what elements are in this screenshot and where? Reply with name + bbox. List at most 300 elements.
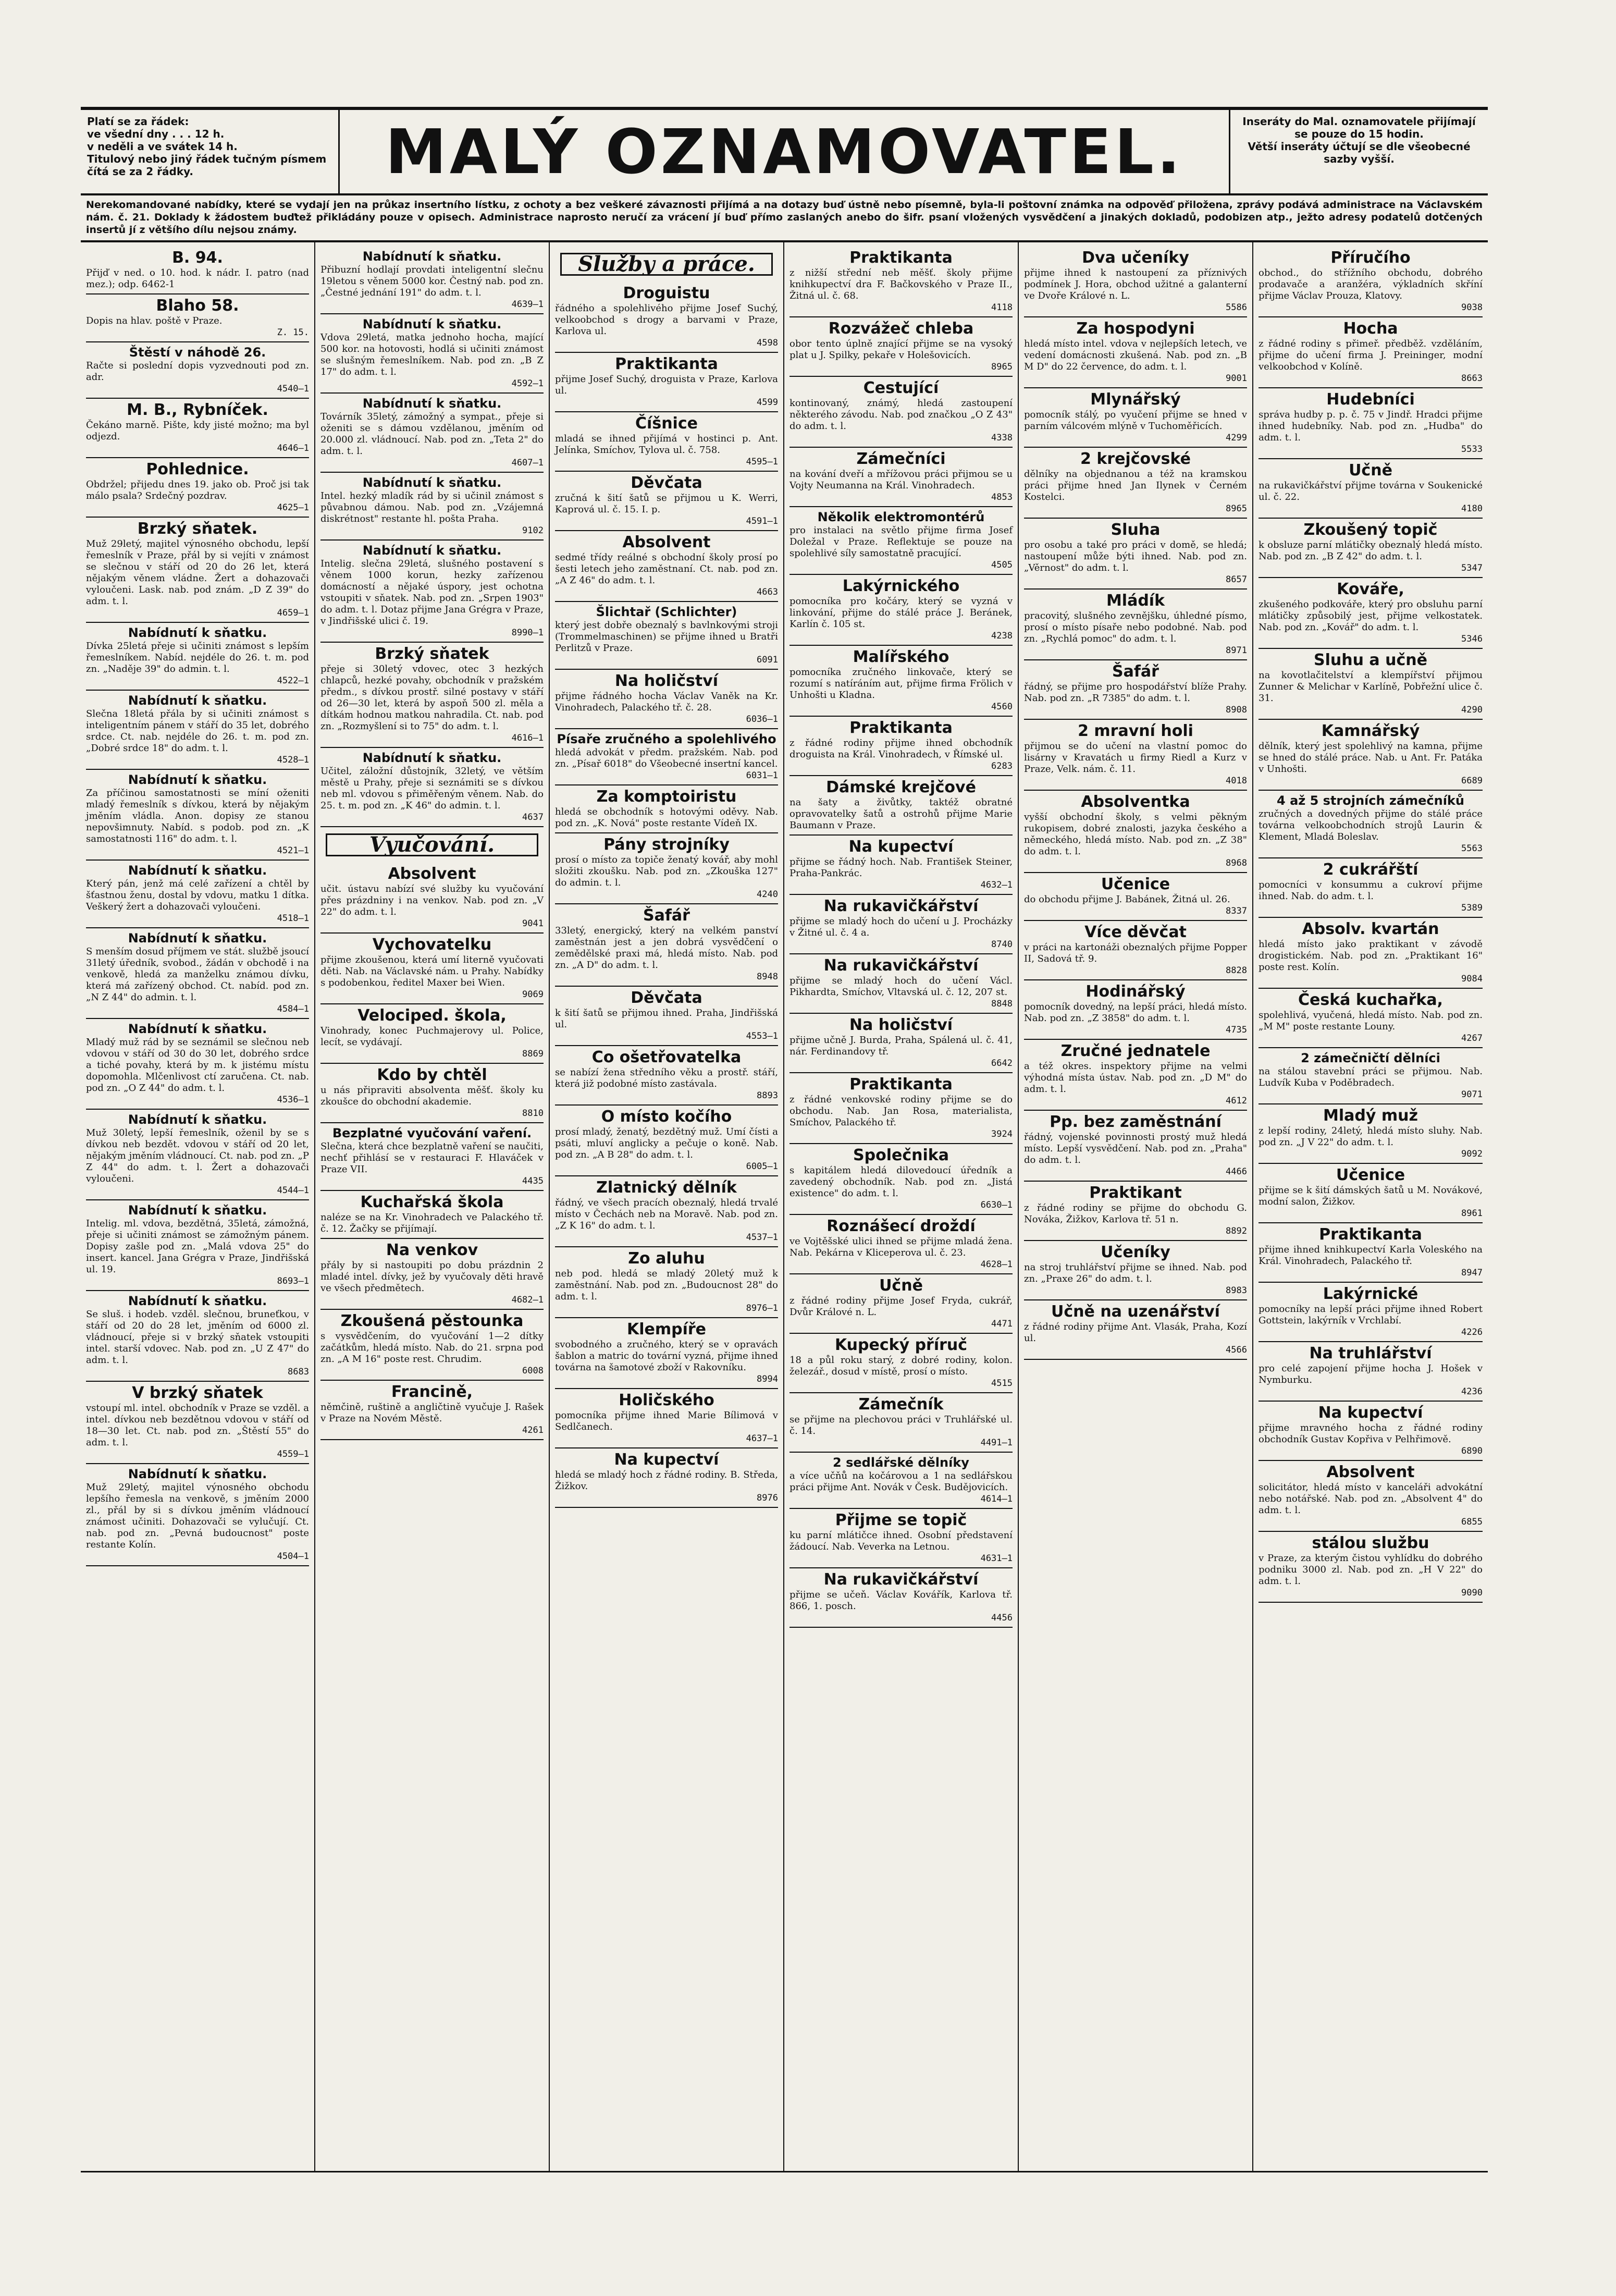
ad-heading: Pány strojníky bbox=[603, 836, 730, 854]
ad-text: z lepší rodiny, 24letý, hledá místo sluhy. Nab. pod zn. „J V 22" do adm. t. l. bbox=[1259, 1125, 1483, 1148]
ad-heading: Na holičství bbox=[849, 1016, 953, 1034]
ad-text: prosí mladý, ženatý, bezdětný muž. Umí čísti a psáti, mluví anglicky a pečuje o koně. Nab. pod zn. „A B 28" do adm. t. l. bbox=[555, 1126, 778, 1160]
ad-heading: Nabídnutí k sňatku. bbox=[128, 1112, 267, 1127]
ad-reference-number: 4466 bbox=[1226, 1167, 1247, 1177]
ad-reference-number: 4584—1 bbox=[277, 1004, 309, 1014]
ad-text: pomocníka pro kočáry, který se vyzná v linkování, přijme do stálé práce J. Beránek, Karlín č. 105 st. bbox=[790, 596, 1013, 630]
ad-reference-number: 9069 bbox=[522, 989, 544, 1000]
ad-reference-number: 4616—1 bbox=[511, 733, 544, 743]
ad-heading: Absolventka bbox=[1081, 793, 1190, 811]
ad-heading: Na truhlářství bbox=[1309, 1344, 1432, 1362]
ad-reference-number: 6630—1 bbox=[980, 1200, 1013, 1210]
column-3 bbox=[550, 242, 784, 2171]
ad-heading: Šafář bbox=[643, 906, 690, 925]
ad-heading: Nabídnutí k sňatku. bbox=[362, 396, 502, 411]
classified-ad bbox=[790, 247, 1013, 317]
classified-ad bbox=[86, 623, 309, 691]
classified-ad bbox=[1024, 921, 1247, 980]
classified-ad bbox=[1259, 918, 1483, 989]
ad-reference-number: 4637 bbox=[522, 812, 544, 822]
classified-ad bbox=[555, 602, 778, 670]
ad-text: přijme řádného hocha Václav Vaněk na Kr. Vinohradech, Palackého tř. č. 28. bbox=[555, 691, 778, 713]
ad-text: Za příčinou samostatnosti se míní oženiti mladý řemeslník s dívkou, která by nějakým jměním vládla. Anon. dopisy ze stanou nepovšimnuty. Nabíd. s podob. pod zn. „K samostatnosti 116" do adm. t. l. bbox=[86, 788, 309, 844]
ad-text: Muž 29letý, majitel výnosného obchodu, lepší řemeslník v Praze, přál by si vejíti v známost se slečnou v stáří od 20 do 26 let, která nějakým věnem vládne. Žert a dohazovači vyloučeni. Lask. nab. pod znám. „D Z 39" do adm. t. l. bbox=[86, 538, 309, 607]
classified-ad bbox=[790, 646, 1013, 717]
ad-text: mladá se ihned přijímá v hostinci p. Ant. Jelínka, Smíchov, Tylova ul. č. 758. bbox=[555, 433, 778, 456]
ad-heading: Absolv. kvartán bbox=[1302, 920, 1439, 938]
classified-ad bbox=[1259, 578, 1483, 649]
ad-heading: Děvčata bbox=[631, 474, 702, 492]
classified-ad bbox=[1259, 1104, 1483, 1164]
ad-heading: Droguistu bbox=[623, 284, 710, 302]
ad-text: Intel. hezký mladík rád by si učinil známost s půvabnou dámou. Nab. pod zn. „Vzájemná diskrétnost" restante hl. pošta Praha. bbox=[320, 490, 544, 524]
ad-reference-number: 4236 bbox=[1461, 1386, 1483, 1397]
ad-heading: Roznášecí droždí bbox=[826, 1217, 976, 1235]
classified-ad bbox=[1024, 980, 1247, 1040]
ad-reference-number: 4536—1 bbox=[277, 1095, 309, 1105]
classified-ad bbox=[320, 863, 544, 934]
ad-reference-number: 4607—1 bbox=[511, 458, 544, 468]
ad-reference-number: 8740 bbox=[991, 939, 1013, 950]
ad-heading: 4 až 5 strojních zámečníků bbox=[1277, 793, 1464, 808]
ad-reference-number: 4592—1 bbox=[511, 378, 544, 389]
ad-heading: Sluha bbox=[1111, 521, 1161, 539]
ad-reference-number: 8968 bbox=[1226, 858, 1247, 868]
classified-ad bbox=[1024, 388, 1247, 448]
ad-reference-number: 6036—1 bbox=[746, 714, 778, 725]
ad-heading: Kuchařská škola bbox=[360, 1193, 504, 1211]
ad-heading: Nabídnutí k sňatku. bbox=[128, 1022, 267, 1036]
classified-ad bbox=[790, 836, 1013, 895]
ad-heading: Blaho 58. bbox=[156, 297, 239, 315]
ad-heading: Učeníky bbox=[1101, 1243, 1170, 1261]
ad-heading: Praktikanta bbox=[849, 249, 953, 267]
ad-text: k šití šatů se přijmou ihned. Praha, Jindřišská ul. bbox=[555, 1008, 778, 1030]
ad-reference-number: 5563 bbox=[1461, 843, 1483, 854]
ad-heading: Zkoušená pěstounka bbox=[340, 1312, 524, 1330]
classified-ad bbox=[790, 377, 1013, 448]
classified-ad bbox=[790, 1453, 1013, 1509]
ad-reference-number: 8961 bbox=[1461, 1208, 1483, 1219]
ad-heading: Absolvent bbox=[1326, 1463, 1415, 1481]
ad-text: učit. ústavu nabízí své služby ku vyučování přes prázdniny i na venkov. Nab. pod zn. „V 22" do adm. t. l. bbox=[320, 883, 544, 917]
ad-text: přijmou se do učení na vlastní pomoc do lisárny v Kravatách u firmy Riedl a Kurz v Praze, Velk. nám. č. 11. bbox=[1024, 741, 1247, 775]
ad-text: Vdova 29letá, matka jednoho hocha, mající 500 kor. na hotovosti, hodlá si učiniti známost se slušným řemeslníkem. Nab. pod zn. „B Z 17" do adm. t. l. bbox=[320, 332, 544, 377]
deadline-line: Větší inseráty účtují se dle všeobecné sazby vyšší. bbox=[1248, 140, 1471, 165]
classified-ad bbox=[555, 1448, 778, 1508]
classified-ad bbox=[1259, 317, 1483, 388]
classified-ad bbox=[790, 1144, 1013, 1215]
ad-reference-number: 4853 bbox=[991, 492, 1013, 502]
ad-text: přijme se mladý hoch do učení Václ. Pikhardta, Smíchov, Vltavská ul. č. 12, 207 st. bbox=[790, 975, 1013, 998]
ad-text: přeje si 30letý vdovec, otec 3 hezkých chlapců, hezké povahy, obchodník v pražském předm., s dívkou prostř. silné postavy v stáří od 26—30 let, která by aspoň 500 zl. měla a dítkám hodnou matkou nahradila. Ct. nab. pod zn. „Rozmyšlení si to 75" do adm. t. l. bbox=[320, 664, 544, 732]
ad-heading: Co ošetřovatelka bbox=[591, 1048, 742, 1066]
classified-ad bbox=[555, 531, 778, 602]
ad-heading: Nabídnutí k sňatku. bbox=[362, 543, 502, 558]
classified-ad bbox=[555, 1389, 778, 1448]
classified-ad bbox=[790, 575, 1013, 646]
ad-text: ve Vojtěšské ulici ihned se přijme mladá žena. Nab. Pekárna v Kliceperova ul. č. 23. bbox=[790, 1236, 1013, 1258]
ad-reference-number: 4628—1 bbox=[980, 1259, 1013, 1270]
ad-text: v Praze, za kterým čistou vyhlídku do dobrého podniku 3000 zl. Nab. pod zn. „H V 22" do adm. t. l. bbox=[1259, 1553, 1483, 1587]
classified-ad bbox=[86, 770, 309, 861]
ad-text: na kovotlačitelství a klempířství přijmou Zunner & Melichar v Karlíně, Pobřežní ulice č. 31. bbox=[1259, 670, 1483, 704]
classified-ad bbox=[320, 394, 544, 473]
classified-ad bbox=[86, 247, 309, 294]
classified-ad bbox=[1259, 247, 1483, 317]
ad-heading: Učně na uzenářství bbox=[1051, 1303, 1220, 1321]
ad-text: S menším dosud příjmem ve stát. službě jsoucí 31letý úředník, svobod., žádán v obchodě i na venkově, hledá za manželku známou dívku, která má zařízený obchod. Ct. nabíd. pod zn. „N Z 44" do admin. t. l. bbox=[86, 946, 309, 1003]
ad-heading: Klempíře bbox=[626, 1320, 707, 1339]
ad-heading: Nabídnutí k sňatku. bbox=[128, 931, 267, 946]
ad-reference-number: 9092 bbox=[1461, 1149, 1483, 1159]
ad-heading: M. B., Rybníček. bbox=[127, 401, 268, 419]
classified-ad bbox=[1259, 791, 1483, 858]
ad-reference-number: 8948 bbox=[757, 972, 778, 982]
ad-heading: Na kupectví bbox=[848, 838, 954, 856]
classified-ad bbox=[1024, 448, 1247, 519]
ad-text: neb pod. hledá se mladý 20letý muž k zaměstnání. Nab. pod zn. „Budoucnost 28" do adm. t. l. bbox=[555, 1268, 778, 1302]
ad-heading: Nabídnutí k sňatku. bbox=[128, 625, 267, 640]
ad-reference-number: 4290 bbox=[1461, 705, 1483, 715]
classified-ad bbox=[1259, 1532, 1483, 1603]
ad-text: zkušeného podkováře, který pro obsluhu parní mlátičky způsobilý jest, přijme velkostatek. Nab. pod zn. „Kovář" do adm. t. l. bbox=[1259, 599, 1483, 633]
ad-reference-number: 5586 bbox=[1226, 302, 1247, 313]
classified-ad bbox=[1024, 1182, 1247, 1241]
ad-heading: Učenice bbox=[1336, 1166, 1405, 1184]
ad-heading: Nabídnutí k sňatku. bbox=[362, 751, 502, 765]
ad-reference-number: Z. 15. bbox=[277, 327, 309, 338]
ad-text: přijme zkoušenou, která umí literně vyučovati děti. Nab. na Václavské nám. u Prahy. Nabídky s podobenkou, ředitel Maxer bei Wien. bbox=[320, 954, 544, 988]
rates-box bbox=[81, 110, 340, 193]
ad-heading: Písaře zručného a spolehlivého bbox=[557, 732, 776, 746]
ad-text: na rukavičkářství přijme továrna v Soukenické ul. č. 22. bbox=[1259, 480, 1483, 502]
classified-ad bbox=[555, 904, 778, 987]
ad-text: pomocník stálý, po vyučení přijme se hned v parním válcovém mlýně v Tuchoměřicích. bbox=[1024, 409, 1247, 432]
ad-text: Který pán, jenž má celé zařízení a chtěl by šťastnou ženu, dostal by vdovu, matku 1 dítka. Veškerý žert a dohazovači vyloučeni. bbox=[86, 878, 309, 912]
ad-reference-number: 6642 bbox=[991, 1058, 1013, 1069]
ad-heading: Příručího bbox=[1330, 249, 1411, 267]
classified-ad bbox=[555, 833, 778, 904]
classified-ad bbox=[320, 1004, 544, 1064]
classified-ad bbox=[320, 541, 544, 643]
ad-reference-number: 4537—1 bbox=[746, 1232, 778, 1243]
ad-text: přijme se k šití dámských šatů u M. Novákové, modní salon, Žižkov. bbox=[1259, 1185, 1483, 1207]
classified-ad bbox=[790, 507, 1013, 575]
classified-ad bbox=[320, 247, 544, 314]
ad-reference-number: 6283 bbox=[991, 761, 1013, 771]
ad-reference-number: 9084 bbox=[1461, 974, 1483, 984]
ad-text: z nižší střední neb měšť. školy přijme knihkupectví dra F. Bačkovského v Praze II., Žitná ul. č. 68. bbox=[790, 267, 1013, 301]
ad-heading: Sluhu a učně bbox=[1314, 651, 1427, 669]
classified-ad bbox=[320, 1064, 544, 1123]
ad-text: vstoupí ml. intel. obchodník v Praze se vzděl. a intel. dívkou neb bezdětnou vdovou v stáří od 18—30 let. Ct. nab. pod zn. „Štěstí 55" do adm. t. l. bbox=[86, 1403, 309, 1448]
page-title: MALÝ OZNAMOVATEL. bbox=[385, 116, 1183, 188]
ad-text: z řádné rodiny s přimeř. předběž. vzděláním, přijme do učení firma J. Preininger, modní velkoobchod v Kolíně. bbox=[1259, 338, 1483, 372]
ad-reference-number: 8693—1 bbox=[277, 1276, 309, 1286]
ad-text: solicitátor, hledá místo v kanceláři advokátní nebo notářské. Nab. pod zn. „Absolvent 4" do adm. t. l. bbox=[1259, 1482, 1483, 1516]
ad-text: pomocníky na lepší práci přijme ihned Robert Gottstein, lakýrník v Vrchlabí. bbox=[1259, 1304, 1483, 1326]
ad-heading: B. 94. bbox=[172, 249, 223, 267]
administration-notice: Nerekomandované nabídky, které se vydají jen na průkaz insertního lístku, z ochoty a bez veškeré závaznosti přijímá a na dotazy buď ústně nebo písemně, byla-li poštovní známka na odpověď přiložena, zprávy podává administrace na Václavském nám. č. 21. Doklady k žádostem buďtež přikládány pouze v opisech. Administrace naprosto neručí za vrácení jí buď přímo zaslaných anebo do šifr. psaní vložených vysvědčení a jinakých dokladů, podobizen atp., ježto adresy podatelů dotčených insertů jí z většího dílu nejsou známy. bbox=[81, 195, 1488, 242]
ad-text: přály by si nastoupiti po dobu prázdnin 2 mladé intel. dívky, jež by vyučovaly děti hravě ve všech předmětech. bbox=[320, 1260, 544, 1294]
ad-heading: Bezplatné vyučování vaření. bbox=[332, 1126, 532, 1140]
ad-text: kontinovaný, známý, hledá zastoupení některého závodu. Nab. pod značkou „O Z 43" do adm. t. l. bbox=[790, 398, 1013, 432]
classified-ad bbox=[790, 448, 1013, 507]
ad-heading: Na rukavičkářství bbox=[823, 956, 979, 975]
classified-ad bbox=[1259, 1164, 1483, 1223]
ad-text: Intelig. ml. vdova, bezdětná, 35letá, zámožná, přeje si učiniti známost se zámožným pánem. Dopisy zašle pod zn. „Malá vdova 25" do insert. kancel. Jana Grégra v Praze, Jindřišská ul. 19. bbox=[86, 1218, 309, 1275]
ad-text: Muž 29letý, majitel výnosného obchodu lepšího řemesla na venkově, s jměním 2000 zl., přál by si s dívkou jměním vládnoucí známost učiniti. Dohazovači se vylučují. Ct. nab. pod zn. „Pevná budoucnost" poste restante Kolín. bbox=[86, 1482, 309, 1550]
ad-reference-number: 8892 bbox=[1226, 1226, 1247, 1236]
classified-ad bbox=[86, 518, 309, 623]
ad-reference-number: 6005—1 bbox=[746, 1161, 778, 1172]
ad-text: Dopis na hlav. poště v Praze. bbox=[86, 315, 223, 326]
ad-columns bbox=[81, 242, 1488, 2172]
ad-text: obor tento úplně znající přijme se na vysoký plat u J. Spilky, pekaře v Holešovicích. bbox=[790, 338, 1013, 361]
ad-text: z řádné rodiny se přijme do obchodu G. Nováka, Žižkov, Karlova tř. 51 n. bbox=[1024, 1202, 1247, 1225]
ad-reference-number: 8976—1 bbox=[746, 1303, 778, 1313]
ad-text: pomocníci v konsummu a cukroví přijme ihned. Nab. do adm. t. l. bbox=[1259, 879, 1483, 902]
ad-text: který jest dobře obeznalý s bavlnkovými stroji (Trommelmaschinen) se přijme ihned u Bratři Perlitzů v Praze. bbox=[555, 620, 778, 654]
ad-text: Se sluš. i hodeb. vzděl. slečnou, bruneťkou, v stáří od 20 do 28 let, jměním od 6000 zl. vládnoucí, přeje si v brzký sňatek vstoupiti intel. starší vdovec. Nab. pod zn. „U Z 47" do adm. t. l. bbox=[86, 1309, 309, 1366]
classified-ad bbox=[1259, 1283, 1483, 1342]
classified-ad bbox=[555, 987, 778, 1046]
ad-reference-number: 8983 bbox=[1226, 1285, 1247, 1296]
ad-text: prosí o místo za topiče ženatý kovář, aby mohl složiti zkoušku. Nab. pod zn. „Zkouška 127" do admin. t. l. bbox=[555, 854, 778, 888]
ad-text: naléze se na Kr. Vinohradech ve Palackého tř. č. 12. Žačky se přijímají. bbox=[320, 1212, 544, 1234]
ad-heading: Holičského bbox=[619, 1391, 714, 1409]
ad-reference-number: 8828 bbox=[1226, 965, 1247, 976]
ad-reference-number: 8683 bbox=[288, 1367, 309, 1377]
ad-heading: Brzký sňatek. bbox=[137, 520, 258, 538]
ad-heading: Několik elektromontérů bbox=[817, 510, 985, 524]
ad-reference-number: 8663 bbox=[1461, 373, 1483, 384]
ad-reference-number: 6689 bbox=[1461, 776, 1483, 786]
ad-reference-number: 4591—1 bbox=[746, 516, 778, 526]
section-heading: Vyučování. bbox=[326, 833, 538, 856]
ad-reference-number: 4625—1 bbox=[277, 502, 309, 513]
ad-reference-number: 4456 bbox=[991, 1613, 1013, 1623]
ad-heading: Mladý muž bbox=[1323, 1107, 1418, 1125]
ad-reference-number: 8971 bbox=[1226, 645, 1247, 656]
ad-reference-number: 5347 bbox=[1461, 563, 1483, 573]
ad-text: obchod., do střížního obchodu, dobrého prodavače a aranžéra, výkladních skříní přijme Václav Prouza, Klatovy. bbox=[1259, 267, 1483, 301]
ad-heading: Česká kuchařka, bbox=[1298, 991, 1443, 1009]
ad-heading: Praktikanta bbox=[849, 719, 953, 737]
ad-reference-number: 4018 bbox=[1226, 776, 1247, 786]
classified-ad bbox=[86, 399, 309, 458]
ad-heading: Kováře, bbox=[1337, 580, 1404, 598]
ad-text: v práci na kartonáži obeznalých přijme Popper II, Sadová tř. 9. bbox=[1024, 942, 1247, 964]
ad-text: zručných a dovedných přijme do stálé práce továrna velkoobchodních strojů Laurin & Klement, Mladá Boleslav. bbox=[1259, 808, 1483, 842]
ad-heading: Lakýrnické bbox=[1323, 1285, 1418, 1303]
ad-text: Vinohrady, konec Puchmajerovy ul. Police, lecít, se vydávají. bbox=[320, 1025, 544, 1048]
classified-ad bbox=[1259, 1461, 1483, 1532]
ad-text: Přibuzní hodlají provdati inteligentní slečnu 19letou s věnem 5000 kor. Čestný nab. pod zn. „Čestné jednání 191" do adm. t. l. bbox=[320, 264, 544, 298]
ad-heading: Učně bbox=[1349, 461, 1392, 480]
ad-heading: Zlatnický dělník bbox=[596, 1178, 737, 1197]
ad-text: přijme Josef Suchý, droguista v Praze, Karlova ul. bbox=[555, 374, 778, 396]
ad-text: řádný, se přijme pro hospodářství blíže Prahy. Nab. pod zn. „R 7385" do adm. t. l. bbox=[1024, 681, 1247, 704]
ad-heading: Zo aluhu bbox=[628, 1249, 705, 1268]
ad-heading: 2 mravní holi bbox=[1078, 722, 1193, 740]
ad-reference-number: 4637—1 bbox=[746, 1433, 778, 1444]
ad-reference-number: 4599 bbox=[757, 397, 778, 408]
classified-ad bbox=[86, 1382, 309, 1464]
ad-text: ku parní mlátičce ihned. Osobní představení žádoucí. Nab. Veverka na Letnou. bbox=[790, 1530, 1013, 1552]
ad-reference-number: 4226 bbox=[1461, 1327, 1483, 1337]
classified-ad bbox=[555, 1176, 778, 1247]
column-4 bbox=[784, 242, 1019, 2171]
ad-reference-number: 6008 bbox=[522, 1366, 544, 1376]
classified-ad bbox=[790, 1568, 1013, 1628]
ad-reference-number: 4238 bbox=[991, 631, 1013, 641]
ad-text: se přijme na plechovou práci v Truhlářské ul. č. 14. bbox=[790, 1414, 1013, 1436]
ad-reference-number: 4118 bbox=[991, 302, 1013, 313]
classified-ad bbox=[1259, 1402, 1483, 1461]
ad-reference-number: 4261 bbox=[522, 1425, 544, 1435]
ad-reference-number: 4521—1 bbox=[277, 845, 309, 856]
classifieds-header bbox=[81, 107, 1488, 195]
ad-text: němčině, ruštině a angličtině vyučuje J. Rašek v Praze na Novém Městě. bbox=[320, 1402, 544, 1424]
ad-heading: Společnika bbox=[853, 1146, 949, 1164]
ad-reference-number: 9041 bbox=[522, 918, 544, 929]
ad-text: se nabízí žena středního věku a prostř. stáří, která již podobné místo zastávala. bbox=[555, 1067, 778, 1089]
ad-heading: Učenice bbox=[1101, 875, 1170, 893]
ad-text: a též okres. inspektory přijme na velmi výhodná místa ústav. Nab. pod zn. „D M" do adm. t. l. bbox=[1024, 1061, 1247, 1095]
ad-heading: Přijme se topič bbox=[835, 1511, 967, 1529]
ad-text: přijme učně J. Burda, Praha, Spálená ul. č. 41, nár. Ferdinandovy tř. bbox=[790, 1035, 1013, 1057]
section-heading: Služby a práce. bbox=[560, 253, 773, 276]
ad-heading: O místo kočího bbox=[601, 1108, 732, 1126]
ad-text: Intelig. slečna 29letá, slušného postavení s věnem 1000 korun, hezky zařízenou domácností a nějaké úspory, jest ochotna vstoupiti v sňatek. Nab. pod zn. „Srpen 1903" do adm. t. l. Dotaz přijme Jana Grégra v Praze, v Jindřišské ulici č. 19. bbox=[320, 558, 544, 627]
classified-ad bbox=[86, 342, 309, 399]
classified-ad bbox=[320, 1381, 544, 1440]
rates-line: ve všední dny . . . 12 h. bbox=[87, 128, 225, 140]
ad-text: z řádné rodiny přijme Josef Fryda, cukrář, Dvůr Králové n. L. bbox=[790, 1295, 1013, 1318]
classified-ad bbox=[320, 1191, 544, 1239]
classified-ad bbox=[1259, 858, 1483, 918]
ad-reference-number: 9038 bbox=[1461, 302, 1483, 313]
ad-heading: Zámečníci bbox=[856, 450, 946, 468]
classified-ad bbox=[1259, 989, 1483, 1048]
ad-heading: Pohlednice. bbox=[146, 460, 249, 478]
ad-text: do obchodu přijme J. Babánek, Žitná ul. 26. bbox=[1024, 894, 1230, 905]
ad-text: s kapitálem hledá dilovedoucí úředník a zavedený obchodník. Nab. pod zn. „Jistá existence" do adm. t. l. bbox=[790, 1165, 1013, 1199]
ad-reference-number: 4522—1 bbox=[277, 676, 309, 686]
ad-reference-number: 4631—1 bbox=[980, 1553, 1013, 1564]
ad-text: na stálou stavební práci se přijmou. Nab. Ludvík Kuba v Poděbradech. bbox=[1259, 1066, 1483, 1088]
ad-text: správa hudby p. p. č. 75 v Jindř. Hradci přijme ihned hudebníky. Nab. pod zn. „Hudba" do adm. t. l. bbox=[1259, 409, 1483, 443]
ad-text: pomocník dovedný, na lepší práci, hledá místo. Nab. pod zn. „Z 3858" do adm. t. l. bbox=[1024, 1001, 1247, 1024]
classified-ad bbox=[1259, 1048, 1483, 1104]
classified-ad bbox=[86, 861, 309, 928]
ad-heading: Lakýrnického bbox=[842, 577, 960, 595]
ad-reference-number: 8908 bbox=[1226, 705, 1247, 715]
ad-reference-number: 5533 bbox=[1461, 444, 1483, 455]
ad-reference-number: 4515 bbox=[991, 1378, 1013, 1389]
ad-reference-number: 8965 bbox=[1226, 504, 1247, 514]
column-1 bbox=[81, 242, 315, 2171]
classified-ad bbox=[86, 458, 309, 518]
ad-text: pomocníka zručného linkovače, který se rozumí s natíráním aut, přijme firma Frölich v Unhošti u Kladna. bbox=[790, 667, 1013, 701]
ad-reference-number: 4595—1 bbox=[746, 457, 778, 467]
ad-text: řádného a spolehlivého přijme Josef Suchý, velkoobchod s drogy a barvami v Praze, Karlova ul. bbox=[555, 303, 778, 337]
ad-reference-number: 8994 bbox=[757, 1374, 778, 1384]
ad-heading: Učně bbox=[879, 1276, 923, 1295]
classified-ad bbox=[320, 1310, 544, 1381]
ad-text: pracovitý, slušného zevnějšku, úhledné písmo, prosí o místo písaře nebo podobné. Nab. pod zn. „Rychlá pomoc" do adm. t. l. bbox=[1024, 610, 1247, 644]
newspaper-page bbox=[81, 107, 1488, 2202]
classified-ad bbox=[790, 1393, 1013, 1453]
ad-heading: Praktikanta bbox=[615, 355, 718, 373]
ad-text: Slečna 18letá přála by si učiniti známost s inteligentním pánem v stáří do 35 let, dobrého srdce. Ct. nab. nejdéle do 26. t. m. pod zn. „Dobré srdce 18" do adm. t. l. bbox=[86, 708, 309, 754]
ad-text: sedmé třídy reálné s obchodní školy prosí po šesti letech jeho zaměstnaní. Ct. nab. pod zn. „A Z 46" do adm. t. l. bbox=[555, 552, 778, 586]
ad-heading: Hodinářský bbox=[1085, 983, 1186, 1001]
ad-reference-number: 4598 bbox=[757, 338, 778, 348]
ad-heading: Kdo by chtěl bbox=[377, 1066, 487, 1084]
ad-heading: Kamnářský bbox=[1321, 722, 1420, 740]
ad-reference-number: 6890 bbox=[1461, 1446, 1483, 1456]
classified-ad bbox=[1024, 1300, 1247, 1360]
ad-text: Mladý muž rád by se seznámil se slečnou neb vdovou v stáří od 30 do 30 let, dobrého srdce a tiché povahy, která by m. k jistému místu dopomohla. Mlčenlivost ctí zaručena. Ct. nab. pod zn. „O Z 44" do adm. t. l. bbox=[86, 1037, 309, 1094]
classified-ad bbox=[555, 282, 778, 353]
classified-ad bbox=[1024, 519, 1247, 590]
ad-reference-number: 4491—1 bbox=[980, 1438, 1013, 1448]
ad-text: u nás připraviti absolventa měšť. školy ku zkoušce do obchodní akademie. bbox=[320, 1085, 544, 1107]
ad-text: k obsluze parní mlátičky obeznalý hledá místo. Nab. pod zn. „B Z 42" do adm. t. l. bbox=[1259, 539, 1483, 562]
ad-text: hledá místo jako praktikant v závodě drogistickém. Nab. pod zn. „Praktikant 16" poste rest. Kolín. bbox=[1259, 939, 1483, 973]
rates-line: Platí se za řádek: bbox=[87, 115, 189, 128]
ad-text: pomocníka přijme ihned Marie Bílimová v Sedlčanech. bbox=[555, 1410, 778, 1432]
ad-reference-number: 8976 bbox=[757, 1493, 778, 1503]
classified-ad bbox=[1259, 1342, 1483, 1402]
ad-text: Přijď v ned. o 10. hod. k nádr. I. patro (nad mez.); odp. 6462-1 bbox=[86, 267, 309, 290]
ad-reference-number: 8337 bbox=[1226, 906, 1247, 916]
ad-text: řádný, ve všech pracích obeznalý, hledá trvalé místo v Čechách neb na Moravě. Nab. pod zn. „Z K 16" do adm. t. l. bbox=[555, 1197, 778, 1231]
ad-reference-number: 4504—1 bbox=[277, 1551, 309, 1562]
column-2 bbox=[315, 242, 550, 2171]
ad-heading: Na kupectví bbox=[614, 1451, 719, 1469]
ad-heading: V brzký sňatek bbox=[132, 1384, 263, 1402]
ad-text: z řádné rodiny přijme Ant. Vlasák, Praha, Kozí ul. bbox=[1024, 1321, 1247, 1344]
ad-reference-number: 4544—1 bbox=[277, 1185, 309, 1196]
ad-heading: Děvčata bbox=[631, 989, 702, 1007]
deadline-box bbox=[1229, 110, 1488, 193]
ad-text: spolehlivá, vyučená, hledá místo. Nab. pod zn. „M M" poste restante Louny. bbox=[1259, 1010, 1483, 1032]
ad-text: s vysvědčením, do vyučování 1—2 dítky začátkům, hledá místo. Nab. do 21. srpna pod zn. „A M 16" poste rest. Chrudim. bbox=[320, 1331, 544, 1365]
classified-ad bbox=[1024, 873, 1247, 921]
ad-heading: Mládík bbox=[1106, 592, 1165, 610]
ad-text: řádný, vojenské povinnosti prostý muž hledá místo. Lepší vysvědčení. Nab. pod zn. „Praha" do adm. t. l. bbox=[1024, 1132, 1247, 1165]
ad-heading: Vychovatelku bbox=[372, 936, 492, 954]
classified-ad bbox=[86, 928, 309, 1019]
ad-reference-number: 4663 bbox=[757, 587, 778, 597]
ad-heading: Kupecký příruč bbox=[834, 1336, 968, 1354]
ad-text: Dívka 25letá přeje si učiniti známost s lepším řemeslníkem. Nabíd. nejdéle do 26. t. m. pod zn. „Naděje 39" do admin. t. l. bbox=[86, 641, 309, 674]
ad-heading: Zámečník bbox=[858, 1395, 944, 1414]
classified-ad bbox=[1259, 388, 1483, 459]
ad-text: Čekáno marně. Pište, kdy jisté možno; ma byl odjezd. bbox=[86, 420, 309, 442]
classified-ad bbox=[86, 294, 309, 342]
ad-reference-number: 4553—1 bbox=[746, 1031, 778, 1041]
ad-heading: Praktikant bbox=[1089, 1184, 1182, 1202]
ad-text: hledá se mladý hoch z řádné rodiny. B. Středa, Žižkov. bbox=[555, 1469, 778, 1492]
ad-text: vyšší obchodní školy, s velmi pěkným rukopisem, dobré znalosti, jazyka českého a německého, hledá místo. Nab. pod zn. „Z 38" do adm. t. l. bbox=[1024, 812, 1247, 857]
ad-heading: Na rukavičkářství bbox=[823, 1570, 979, 1589]
ad-text: přijme mravného hocha z řádné rodiny obchodník Gustav Kopřiva v Pelhřimově. bbox=[1259, 1422, 1483, 1445]
